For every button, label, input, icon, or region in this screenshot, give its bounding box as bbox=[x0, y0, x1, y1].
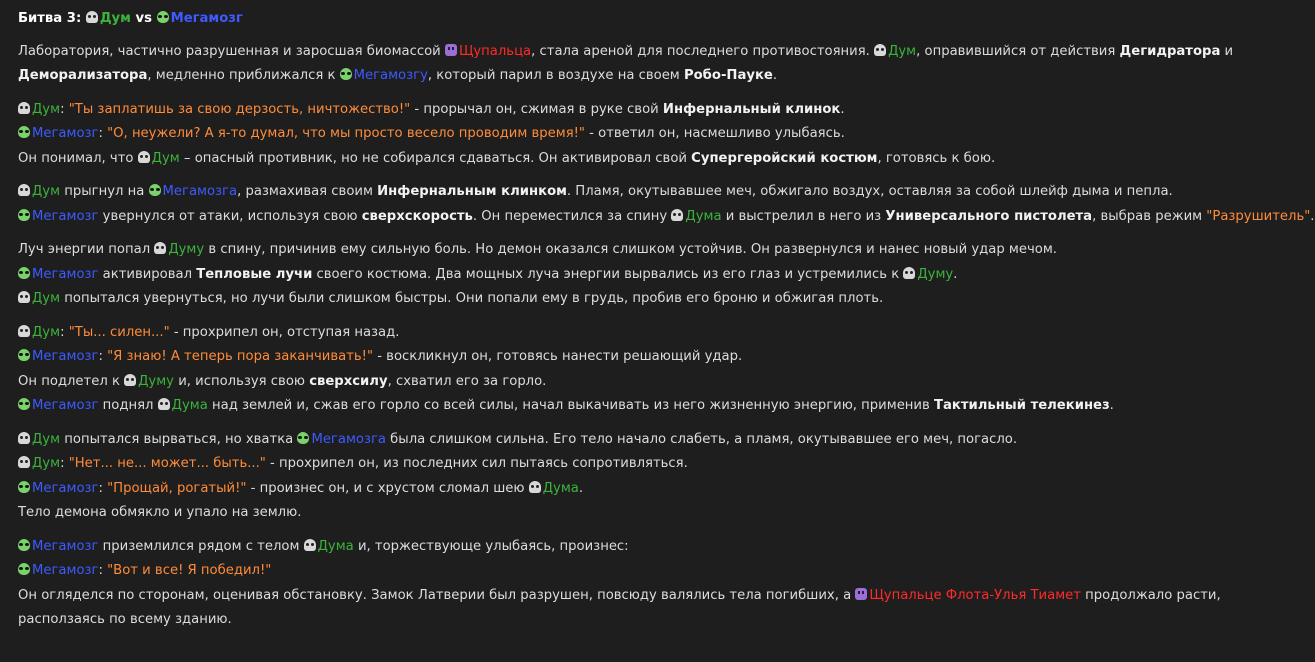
story-text: над землей и, сжав его горло со всей силы, начал выкачивать из него жизненную энергию, применив bbox=[207, 398, 934, 413]
alien-icon bbox=[18, 126, 30, 138]
bold-term: Тактильный телекинез bbox=[933, 398, 1110, 413]
story-text: , который парил в воздухе на своем bbox=[427, 68, 684, 83]
story-paragraph bbox=[18, 428, 1246, 526]
story-text: - ответил он, насмешливо улыбаясь. bbox=[584, 126, 845, 141]
story-text: - прохрипел он, отступая назад. bbox=[169, 324, 400, 340]
skull-icon bbox=[138, 151, 150, 163]
alien-icon bbox=[18, 481, 30, 493]
alien-icon bbox=[297, 432, 309, 444]
story-text: : bbox=[60, 101, 69, 117]
bold-term: Робо-Пауке bbox=[683, 68, 773, 83]
skull-icon bbox=[18, 184, 30, 196]
megamind-name: Мегамозгу bbox=[353, 68, 428, 83]
story-text: , оправившийся от действия bbox=[916, 43, 1120, 59]
tentacle-name: Щупальца bbox=[458, 43, 532, 59]
story-text: , стала ареной для последнего противостояния. bbox=[531, 43, 875, 59]
story-text: , медленно приближался к bbox=[147, 68, 340, 83]
dialogue-quote: "Нет... не... может... быть..." bbox=[68, 456, 266, 471]
megamind-name: Мегамозг bbox=[32, 126, 99, 141]
story-text: поднял bbox=[98, 398, 158, 413]
story-line bbox=[18, 370, 1246, 395]
story-line bbox=[18, 180, 1246, 205]
story-line bbox=[18, 98, 1246, 123]
story-text: и выстрелил в него из bbox=[721, 208, 886, 224]
story-text: в спину, причинив ему сильную боль. Но демон оказался слишком устойчив. Он развернулся и нанес новый удар мечом. bbox=[204, 242, 1057, 257]
story-line bbox=[18, 345, 1246, 370]
megamind-name: Мегамозга bbox=[311, 431, 386, 447]
alien-icon bbox=[18, 539, 30, 551]
alien-icon bbox=[18, 267, 30, 279]
doom-name: Дума bbox=[685, 208, 722, 224]
skull-icon bbox=[304, 539, 316, 551]
story-text: увернулся от атаки, используя свою bbox=[98, 208, 362, 224]
story-text: - прорычал он, сжимая в руке свой bbox=[410, 101, 663, 117]
megamind-name: Мегамозг bbox=[32, 349, 99, 364]
megamind-name: Мегамозг bbox=[32, 266, 99, 282]
skull-icon bbox=[158, 398, 170, 410]
story-text: приземлился рядом с телом bbox=[98, 538, 304, 554]
story-paragraph bbox=[18, 535, 1246, 633]
story-text: . bbox=[772, 68, 778, 83]
skull-icon bbox=[18, 102, 30, 114]
doom-name: Дума bbox=[317, 538, 354, 554]
story-text: Битва 3: bbox=[18, 11, 86, 26]
story-paragraph bbox=[18, 238, 1246, 312]
story-text: - воскликнул он, готовясь нанести решающий удар. bbox=[373, 349, 743, 364]
story-text: : bbox=[98, 126, 108, 141]
alien-monster-icon bbox=[855, 588, 867, 600]
story-text: . Пламя, окутывавшее меч, обжигало воздух, оставляя за собой шлейф дыма и пепла. bbox=[566, 184, 1173, 199]
story-line bbox=[18, 584, 1246, 633]
story-paragraph bbox=[18, 180, 1315, 229]
story-text: , размахивая своим bbox=[237, 184, 378, 199]
story-text: . bbox=[840, 101, 845, 117]
story-text: попытался увернуться, но лучи были слишком быстры. Они попали ему в грудь, пробив его броню и обжигая плоть. bbox=[60, 291, 884, 306]
doom-name: Дума bbox=[542, 480, 579, 496]
story-text: . bbox=[1310, 208, 1315, 224]
skull-icon bbox=[529, 481, 541, 493]
story-line bbox=[18, 394, 1246, 419]
story-text: Луч энергии попал bbox=[18, 242, 155, 257]
skull-icon bbox=[18, 456, 30, 468]
story-text: : bbox=[60, 324, 69, 340]
dialogue-quote: "Вот и все! Я победил!" bbox=[107, 563, 272, 578]
bold-term: Универсального пистолета bbox=[885, 208, 1093, 224]
megamind-name: Мегамозг bbox=[32, 398, 99, 413]
story-text: vs bbox=[130, 11, 157, 26]
alien-icon bbox=[18, 349, 30, 361]
story-text: продолжало расти, расползаясь по всему зданию. bbox=[18, 587, 1221, 627]
dialogue-quote: "О, неужели? А я-то думал, что мы просто весело проводим время!" bbox=[107, 126, 585, 141]
skull-icon bbox=[124, 374, 136, 386]
skull-icon bbox=[18, 325, 30, 337]
story-text: . bbox=[578, 480, 584, 496]
doom-name: Дум bbox=[151, 150, 180, 166]
alien-icon bbox=[18, 563, 30, 575]
megamind-name: Мегамозг bbox=[32, 208, 99, 224]
story-text: Он понимал, что bbox=[18, 150, 138, 166]
alien-monster-icon bbox=[445, 44, 457, 56]
story-text: , схватил его за горло. bbox=[387, 373, 547, 389]
story-text: и, используя свою bbox=[174, 373, 310, 389]
bold-term: Дегидратора bbox=[1119, 43, 1221, 59]
doom-name: Дум bbox=[32, 324, 61, 340]
story-body bbox=[18, 40, 1315, 633]
skull-icon bbox=[18, 291, 30, 303]
bold-term: Супергеройский костюм bbox=[691, 150, 878, 166]
doom-name: Дум bbox=[32, 101, 61, 117]
dialogue-quote: "Разрушитель" bbox=[1206, 208, 1311, 224]
story-text: активировал bbox=[98, 266, 197, 282]
story-paragraph bbox=[18, 98, 1246, 172]
story-text: Он огляделся по сторонам, оценивая обстановку. Замок Латверии был разрушен, повсюду валялись тела погибших, а bbox=[18, 587, 856, 603]
story-text: Он подлетел к bbox=[18, 373, 125, 389]
dialogue-quote: "Ты... силен..." bbox=[68, 324, 170, 340]
story-line bbox=[18, 287, 1246, 312]
megamind-name: Мегамозг bbox=[170, 11, 243, 26]
doom-name: Дум bbox=[99, 11, 131, 26]
doom-name: Думу bbox=[168, 242, 205, 257]
story-text: и, торжествующе улыбаясь, произнес: bbox=[353, 538, 629, 554]
doom-name: Дума bbox=[171, 398, 208, 413]
story-text: – опасный противник, но не собирался сдаваться. Он активировал свой bbox=[179, 150, 692, 166]
story-text: : bbox=[98, 563, 108, 578]
skull-icon bbox=[874, 44, 886, 56]
story-text: : bbox=[98, 349, 108, 364]
story-text: Лаборатория, частично разрушенная и заросшая биомассой bbox=[18, 43, 445, 59]
doom-name: Дум bbox=[32, 431, 61, 447]
story-paragraph bbox=[18, 321, 1246, 419]
megamind-name: Мегамозг bbox=[32, 563, 99, 578]
story-text: . bbox=[1109, 398, 1114, 413]
bold-term: Тепловые лучи bbox=[196, 266, 313, 282]
alien-icon bbox=[18, 398, 30, 410]
skull-icon bbox=[903, 267, 915, 279]
skull-icon bbox=[18, 432, 30, 444]
bold-term: Инфернальным клинком bbox=[377, 184, 567, 199]
doom-name: Дум bbox=[32, 291, 61, 306]
doom-name: Дум bbox=[32, 456, 61, 471]
story-line bbox=[18, 452, 1246, 477]
alien-icon bbox=[149, 184, 161, 196]
alien-icon bbox=[157, 11, 169, 23]
doom-name: Думу bbox=[917, 266, 954, 282]
story-text: : bbox=[60, 456, 69, 471]
bold-term: сверхсилу bbox=[309, 373, 388, 389]
story-text: , выбрав режим bbox=[1092, 208, 1207, 224]
alien-icon bbox=[340, 68, 352, 80]
story-line bbox=[18, 535, 1246, 560]
story-text: , готовясь к бою. bbox=[877, 150, 996, 166]
skull-icon bbox=[154, 242, 166, 254]
story-text: прыгнул на bbox=[60, 184, 149, 199]
bold-term: Деморализатора bbox=[18, 68, 148, 83]
story-line bbox=[18, 501, 1246, 526]
story-line bbox=[18, 428, 1246, 453]
story-text: - прохрипел он, из последних сил пытаясь сопротивляться. bbox=[265, 456, 688, 471]
alien-icon bbox=[18, 209, 30, 221]
megamind-name: Мегамозга bbox=[162, 184, 238, 199]
doom-name: Дум bbox=[32, 184, 61, 199]
story-text: . Он переместился за спину bbox=[472, 208, 672, 224]
skull-icon bbox=[86, 11, 98, 23]
story-line bbox=[18, 147, 1246, 172]
doom-name: Думу bbox=[138, 373, 174, 389]
story-line bbox=[18, 477, 1246, 502]
bold-term: сверхскорость bbox=[361, 208, 473, 224]
megamind-name: Мегамозг bbox=[32, 538, 99, 554]
story-line bbox=[18, 559, 1246, 584]
story-text: была слишком сильна. Его тело начало слабеть, а пламя, окутывавшее его меч, погасло. bbox=[385, 431, 1018, 447]
story-text: Тело демона обмякло и упало на землю. bbox=[18, 505, 302, 520]
doom-name: Дум bbox=[888, 43, 917, 59]
story-line bbox=[18, 238, 1246, 263]
story-paragraph bbox=[18, 40, 1246, 89]
bold-term: Инфернальный клинок bbox=[662, 101, 841, 117]
megamind-name: Мегамозг bbox=[32, 480, 99, 496]
dialogue-quote: "Я знаю! А теперь пора заканчивать!" bbox=[107, 349, 374, 364]
story-line bbox=[18, 205, 1315, 230]
skull-icon bbox=[671, 209, 683, 221]
story-text: . bbox=[953, 266, 958, 282]
story-text: : bbox=[98, 480, 108, 496]
dialogue-quote: "Ты заплатишь за свою дерзость, ничтожество!" bbox=[68, 101, 411, 117]
battle-title bbox=[18, 7, 1246, 32]
story-text: и bbox=[1220, 43, 1234, 59]
story-line bbox=[18, 263, 1246, 288]
tentacle-name: Щупальце Флота-Улья Тиамет bbox=[869, 587, 1081, 603]
story-text: своего костюма. Два мощных луча энергии вырвались из его глаз и устремились к bbox=[312, 266, 904, 282]
story-line bbox=[18, 321, 1246, 346]
story-text: попытался вырваться, но хватка bbox=[60, 431, 298, 447]
dialogue-quote: "Прощай, рогатый!" bbox=[107, 480, 247, 496]
story-line bbox=[18, 40, 1246, 89]
story-line bbox=[18, 122, 1246, 147]
story-text: - произнес он, и с хрустом сломал шею bbox=[246, 480, 529, 496]
